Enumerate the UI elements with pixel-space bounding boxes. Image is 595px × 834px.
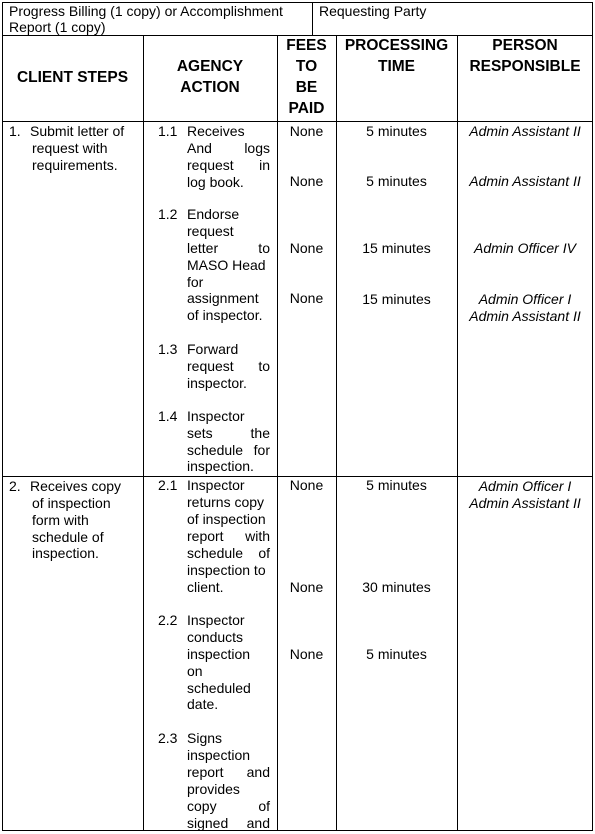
fee-value: None [289, 646, 324, 662]
action-line: of inspection [187, 511, 266, 527]
header-person-line2: RESPONSIBLE [469, 58, 581, 75]
action-number: 1.4 [158, 408, 178, 424]
action-number: 2.2 [158, 612, 178, 628]
action-line: date. [187, 696, 219, 712]
action-line: inspector. [187, 375, 247, 391]
action-line: copy of [187, 798, 270, 814]
action-line: letter to [187, 240, 270, 256]
action-line: Inspector [187, 408, 245, 424]
action-line: log book. [187, 174, 244, 190]
fee-value: None [289, 477, 324, 493]
action-line: scheduled [187, 680, 251, 696]
action-line: provides [187, 781, 240, 797]
action-line: sets the [187, 425, 270, 441]
requesting-party-text: Requesting Party [319, 3, 427, 19]
action-line: request in [187, 157, 270, 173]
action-line: Endorse [187, 206, 240, 222]
header-fees-line3: BE [295, 79, 318, 96]
action-line: client. [187, 579, 224, 595]
action-line: for [187, 274, 204, 290]
processing-time: 15 minutes [362, 291, 431, 307]
action-line: Inspector [187, 477, 245, 493]
action-line: Forward [187, 341, 239, 357]
header-client-steps: CLIENT STEPS [16, 69, 129, 86]
action-line: report and [187, 764, 270, 780]
person-responsible: Admin Officer I [478, 291, 572, 307]
header-divider [2, 121, 593, 122]
action-line: And logs [187, 140, 270, 156]
client-step-line: Submit letter of [30, 123, 125, 139]
action-line: assignment [187, 290, 259, 306]
action-line: Inspector [187, 612, 245, 628]
action-line: Signs [187, 730, 223, 746]
header-person-line1: PERSON [492, 37, 558, 54]
col-divider-2 [277, 35, 278, 831]
processing-time: 5 minutes [366, 123, 427, 139]
col-divider-1 [143, 35, 144, 831]
processing-time: 5 minutes [366, 646, 427, 662]
person-responsible: Admin Officer I [478, 478, 572, 494]
action-line: inspection. [187, 458, 254, 474]
header-fees-line2: TO [295, 58, 318, 75]
fee-value: None [289, 290, 324, 306]
client-step-line: Receives copy [30, 478, 122, 494]
action-line: schedule of [187, 545, 270, 561]
client-step-line: of inspection [32, 495, 111, 511]
processing-time: 5 minutes [366, 173, 427, 189]
client-step-line: requirements. [32, 157, 118, 173]
person-responsible: Admin Assistant II [469, 123, 581, 139]
action-line: Receives [187, 123, 245, 139]
client-step-line: request with [32, 140, 108, 156]
fee-value: None [289, 173, 324, 189]
processing-time: 30 minutes [362, 579, 431, 595]
action-line: request [187, 223, 234, 239]
header-fees-line4: PAID [288, 100, 325, 117]
col-divider-3 [336, 35, 337, 831]
header-agency-action-line2: ACTION [180, 79, 240, 96]
action-line: request to [187, 358, 270, 374]
client-step-line: schedule of [32, 529, 104, 545]
header-processing-line2: TIME [377, 58, 416, 75]
header-fees-line1: FEES [286, 37, 327, 54]
client-step-line: form with [32, 512, 89, 528]
action-line: MASO Head [187, 257, 266, 273]
action-number: 2.3 [158, 730, 178, 746]
processing-time: 5 minutes [366, 477, 427, 493]
action-line: inspection [187, 646, 251, 662]
action-number: 2.1 [158, 477, 178, 493]
header-processing-line1: PROCESSING [344, 37, 449, 54]
requirement-text-line2: Report (1 copy) [9, 19, 106, 35]
action-line: of inspector. [187, 307, 263, 323]
col-divider-4 [457, 35, 458, 831]
fee-value: None [289, 240, 324, 256]
top-row-split [312, 2, 313, 35]
action-line: signed and [187, 815, 270, 831]
person-responsible: Admin Assistant II [469, 495, 581, 511]
action-line: report with [187, 528, 270, 544]
action-line: schedule for [187, 442, 270, 458]
person-responsible: Admin Assistant II [469, 173, 581, 189]
processing-time: 15 minutes [362, 240, 431, 256]
person-responsible: Admin Assistant II [469, 308, 581, 324]
requirement-text-line1: Progress Billing (1 copy) or Accomplishment [9, 3, 283, 19]
action-number: 1.3 [158, 341, 178, 357]
header-agency-action-line1: AGENCY [176, 58, 244, 75]
fee-value: None [289, 579, 324, 595]
client-step-line: inspection. [32, 545, 99, 561]
action-number: 1.2 [158, 206, 178, 222]
action-line: inspection to [187, 562, 266, 578]
action-line: on [187, 663, 203, 679]
client-step-number: 2. [9, 478, 21, 494]
action-line: conducts [187, 629, 244, 645]
person-responsible: Admin Officer IV [474, 240, 576, 256]
action-number: 1.1 [158, 123, 178, 139]
action-line: inspection [187, 747, 251, 763]
fee-value: None [289, 123, 324, 139]
client-step-number: 1. [9, 123, 21, 139]
action-line: returns copy [187, 494, 265, 510]
